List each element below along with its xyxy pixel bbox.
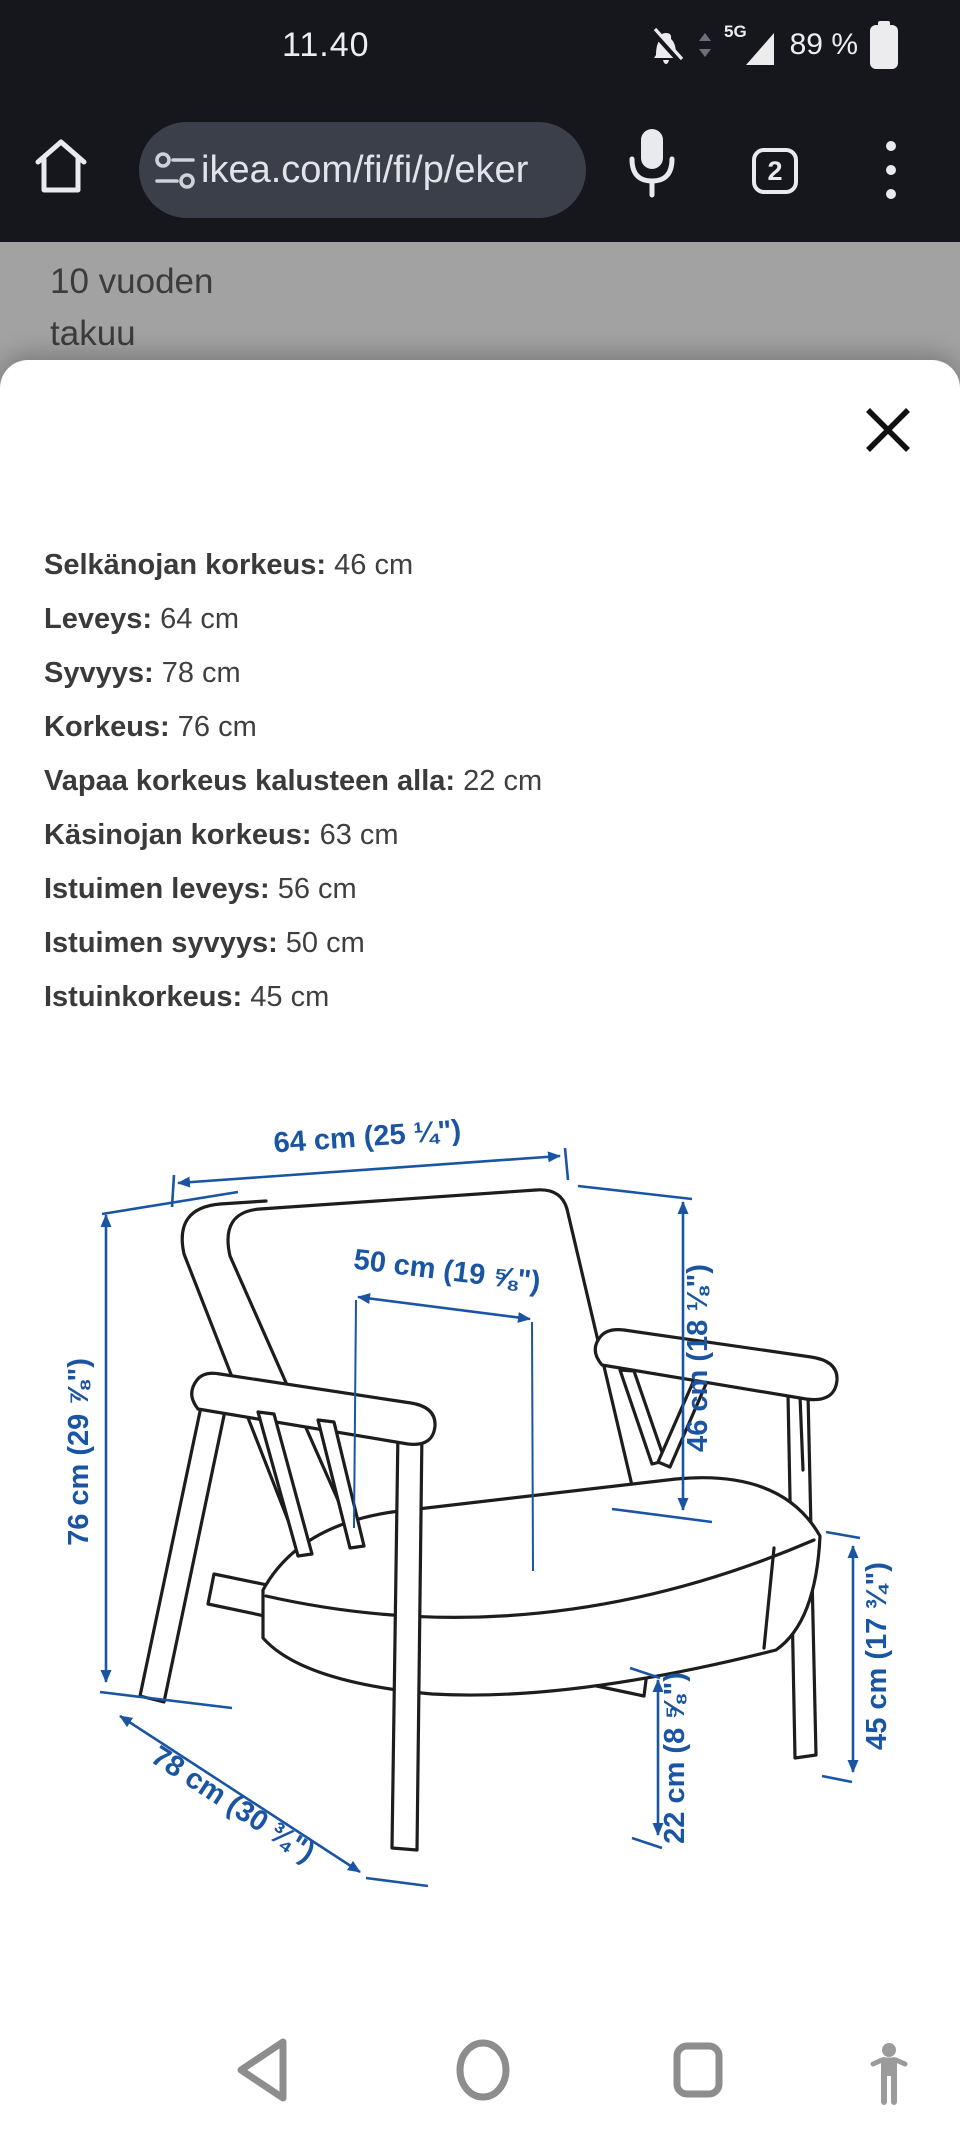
measurement-row bbox=[44, 862, 924, 916]
measurement-label: Selkänojan korkeus: bbox=[44, 549, 327, 581]
svg-text:5G: 5G bbox=[723, 22, 747, 41]
back-button[interactable] bbox=[241, 2042, 283, 2098]
measurement-row bbox=[44, 592, 924, 646]
site-settings-icon[interactable] bbox=[153, 145, 199, 195]
measurement-row bbox=[44, 754, 924, 808]
measurement-row bbox=[44, 538, 924, 592]
clearance-dimension-label: 22 cm (8 ⅝") bbox=[659, 1672, 691, 1844]
measurement-label: Syvyys: bbox=[44, 657, 154, 689]
measurement-value: 46 cm bbox=[334, 549, 414, 581]
close-button[interactable] bbox=[860, 402, 916, 458]
browser-toolbar bbox=[0, 90, 960, 242]
seat-height-dimension-label: 45 cm (17 ¾") bbox=[861, 1562, 893, 1750]
status-bar bbox=[0, 0, 960, 90]
measurement-row bbox=[44, 700, 924, 754]
measurement-value: 50 cm bbox=[285, 927, 365, 959]
measurement-row bbox=[44, 970, 924, 1024]
measurements-sheet bbox=[0, 360, 960, 2133]
measurement-value: 64 cm bbox=[160, 603, 240, 635]
measurement-label: Istuimen leveys: bbox=[44, 873, 270, 905]
chair-dimension-diagram bbox=[0, 1080, 960, 1980]
measurement-row bbox=[44, 808, 924, 862]
home-icon[interactable] bbox=[32, 136, 90, 196]
browser-menu-icon[interactable] bbox=[884, 138, 898, 202]
measurement-row bbox=[44, 646, 924, 700]
guarantee-text-line2: takuu bbox=[50, 314, 136, 353]
home-button[interactable] bbox=[460, 2043, 506, 2097]
url-bar[interactable] bbox=[139, 122, 586, 218]
recents-button[interactable] bbox=[677, 2046, 719, 2094]
measurement-list bbox=[44, 538, 924, 1024]
notifications-off-icon bbox=[650, 25, 686, 65]
measurement-label: Istuimen syvyys: bbox=[44, 927, 278, 959]
measurement-label: Korkeus: bbox=[44, 711, 170, 743]
measurement-value: 45 cm bbox=[250, 981, 330, 1013]
accessibility-button[interactable] bbox=[873, 2043, 905, 2102]
battery-percent: 89 % bbox=[789, 28, 858, 61]
measurement-label: Käsinojan korkeus: bbox=[44, 819, 312, 851]
guarantee-text-line1: 10 vuoden bbox=[50, 262, 214, 301]
measurement-value: 76 cm bbox=[177, 711, 257, 743]
measurement-label: Istuinkorkeus: bbox=[44, 981, 243, 1013]
width-dimension-label: 64 cm (25 ¼") bbox=[272, 1114, 463, 1160]
measurement-label: Vapaa korkeus kalusteen alla: bbox=[44, 765, 456, 797]
measurement-value: 63 cm bbox=[319, 819, 399, 851]
measurement-value: 56 cm bbox=[277, 873, 357, 905]
height-dimension-label: 76 cm (29 ⅞") bbox=[63, 1358, 95, 1546]
voice-search-icon[interactable] bbox=[626, 123, 678, 209]
back-height-dimension-label: 46 cm (18 ⅛") bbox=[682, 1264, 714, 1452]
measurement-label: Leveys: bbox=[44, 603, 153, 635]
seat-depth-dimension-label: 50 cm (19 ⅝") bbox=[351, 1243, 543, 1299]
tab-switcher-button[interactable] bbox=[752, 148, 798, 194]
clock: 11.40 bbox=[282, 26, 370, 64]
data-activity-arrows-icon bbox=[696, 25, 714, 65]
close-icon bbox=[860, 402, 916, 458]
measurement-row bbox=[44, 916, 924, 970]
battery-icon bbox=[868, 19, 900, 71]
tab-count: 2 bbox=[767, 155, 783, 186]
armchair-line-drawing bbox=[0, 1080, 960, 1980]
url-text: ikea.com/fi/fi/p/eker bbox=[201, 148, 529, 191]
measurement-value: 22 cm bbox=[463, 765, 543, 797]
status-icons bbox=[650, 0, 900, 90]
measurement-value: 78 cm bbox=[161, 657, 241, 689]
signal-5g-icon bbox=[724, 21, 776, 69]
depth-dimension-label: 78 cm (30 ¾") bbox=[145, 1739, 321, 1870]
android-navigation-bar bbox=[0, 2010, 960, 2133]
